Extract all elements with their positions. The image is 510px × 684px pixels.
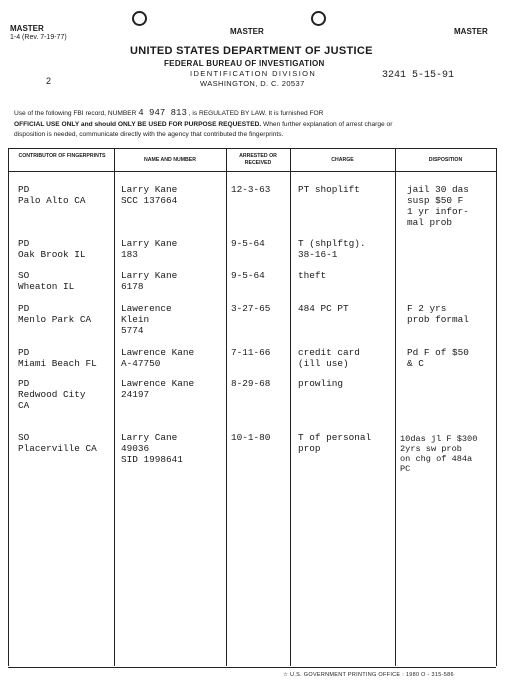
table-border-left: [8, 148, 9, 666]
table-cell-charge: theft: [298, 270, 327, 281]
table-cell-disposition: jail 30 das susp $50 F 1 yr infor- mal prob: [407, 184, 469, 228]
table-cell-disposition: Pd F of $50 & C: [407, 347, 469, 369]
table-cell-arrested: 9-5-64: [231, 270, 265, 281]
table-cell-name: Larry Kane 6178: [121, 270, 178, 292]
column-header-contributor: CONTRIBUTOR OF FINGERPRINTS: [18, 153, 106, 159]
table-cell-arrested: 7-11-66: [231, 347, 271, 358]
fbi-record-number: 4 947 813: [138, 108, 187, 118]
record-stamp: 3241 5-15-91: [382, 70, 455, 81]
table-cell-charge: T (shplftg). 38-16-1: [298, 238, 366, 260]
table-cell-contributor: PD Redwood City CA: [18, 378, 86, 411]
table-cell-name: Lawrence Kane 24197: [121, 378, 195, 400]
table-cell-charge: credit card (ill use): [298, 347, 360, 369]
table-cell-contributor: SO Placerville CA: [18, 432, 97, 454]
table-cell-arrested: 9-5-64: [231, 238, 265, 249]
master-label-center: MASTER: [230, 27, 264, 36]
table-cell-arrested: 3-27-65: [231, 303, 271, 314]
notice-part-3: OFFICIAL USE ONLY and should ONLY BE USED FOR PURPOSE REQUESTED.: [14, 120, 262, 128]
master-label-right: MASTER: [454, 27, 488, 36]
table-cell-name: Larry Kane 183: [121, 238, 178, 260]
column-header-name-number: NAME AND NUMBER: [144, 157, 196, 163]
table-cell-name: Larry Cane 49036 SID 1998641: [121, 432, 183, 465]
notice-part-5: disposition is needed, communicate directly with the agency that contributed the fingerprints.: [14, 131, 284, 138]
form-number: 1-4 (Rev. 7-19-77): [10, 34, 67, 41]
table-cell-disposition: F 2 yrs prob formal: [407, 303, 469, 325]
table-cell-arrested: 12-3-63: [231, 184, 271, 195]
table-border-right: [496, 148, 497, 666]
division-title: IDENTIFICATION DIVISION: [190, 69, 317, 78]
column-divider: [114, 148, 115, 666]
notice-part-2: , is REGULATED BY LAW. It is furnished FOR: [188, 110, 324, 117]
table-cell-charge: T of personal prop: [298, 432, 372, 454]
table-cell-contributor: PD Oak Brook IL: [18, 238, 86, 260]
column-divider: [290, 148, 291, 666]
punch-hole-icon: [132, 11, 147, 26]
table-cell-charge: 484 PC PT: [298, 303, 349, 314]
agency-title: UNITED STATES DEPARTMENT OF JUSTICE: [130, 45, 373, 57]
location-title: WASHINGTON, D. C. 20537: [200, 79, 305, 88]
printing-office-footer: ☆ U.S. GOVERNMENT PRINTING OFFICE : 1980 O - 315-586: [283, 672, 454, 678]
notice-part-4: When further explanation of arrest charge or: [263, 120, 393, 128]
form-master-label-left: [10, 24, 44, 33]
table-cell-arrested: 8-29-68: [231, 378, 271, 389]
table-cell-name: Lawerence Klein 5774: [121, 303, 172, 336]
table-cell-disposition: 10das jl F $300 2yrs sw prob on chg of 484a PC: [400, 434, 478, 474]
master-label: MASTER: [10, 24, 44, 33]
page-number: 2: [46, 76, 52, 86]
table-cell-arrested: 10-1-80: [231, 432, 271, 443]
table-cell-contributor: SO Wheaton IL: [18, 270, 75, 292]
table-cell-name: Larry Kane SCC 137664: [121, 184, 178, 206]
notice-part-1: Use of the following FBI record, NUMBER: [14, 110, 137, 117]
column-divider: [395, 148, 396, 666]
table-cell-charge: prowling: [298, 378, 344, 389]
table-cell-name: Lawrence Kane A-47750: [121, 347, 195, 369]
column-header-arrested: ARRESTED OR RECEIVED: [239, 153, 277, 166]
table-cell-contributor: PD Menlo Park CA: [18, 303, 92, 325]
table-cell-charge: PT shoplift: [298, 184, 360, 195]
column-header-charge: CHARGE: [331, 157, 354, 163]
column-divider: [226, 148, 227, 666]
table-header-divider: [8, 171, 496, 172]
table-cell-contributor: PD Miami Beach FL: [18, 347, 97, 369]
bureau-title: FEDERAL BUREAU OF INVESTIGATION: [164, 59, 325, 68]
table-cell-contributor: PD Palo Alto CA: [18, 184, 86, 206]
punch-hole-icon: [311, 11, 326, 26]
column-header-disposition: DISPOSITION: [428, 157, 463, 163]
usage-notice: [14, 108, 498, 141]
